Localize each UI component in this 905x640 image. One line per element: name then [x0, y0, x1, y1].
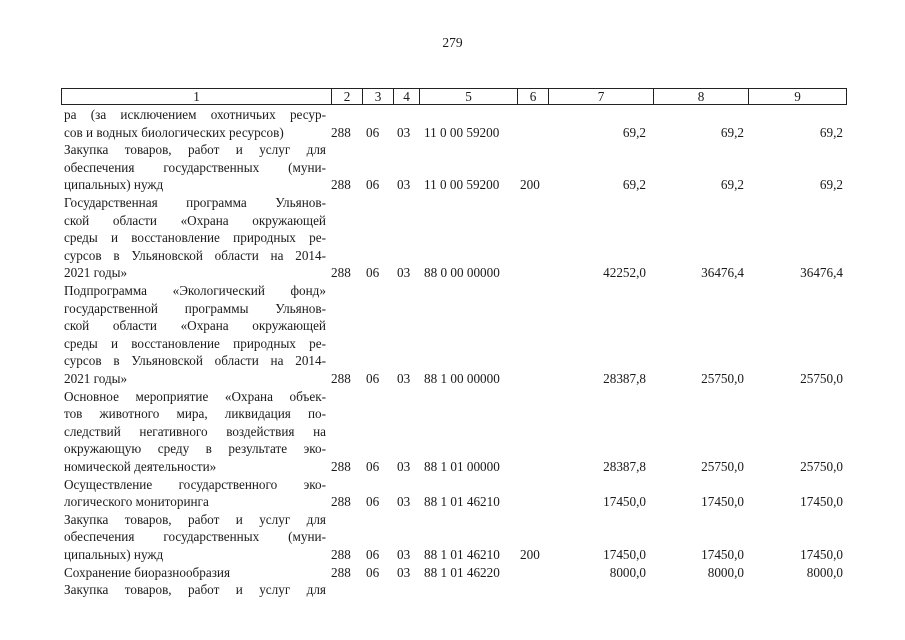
header-cell-6: 6 — [518, 89, 549, 104]
description-line: обеспечения государственных (муни- — [64, 159, 326, 175]
amount-col8-cell: 25750,0 — [701, 370, 744, 386]
amount-col9-cell: 25750,0 — [800, 458, 843, 474]
expense-type-cell: 200 — [520, 177, 540, 193]
target-article-cell: 88 1 01 46220 — [424, 564, 500, 580]
amount-col8-cell: 69,2 — [720, 124, 744, 140]
header-cell-9: 9 — [794, 89, 801, 104]
amount-col7-cell: 28387,8 — [603, 370, 646, 386]
target-article-cell: 88 0 00 00000 — [424, 265, 500, 281]
target-article-cell: 88 1 01 00000 — [424, 458, 500, 474]
header-cell-5: 5 — [420, 89, 518, 104]
description-line: сурсов в Ульяновской области на 2014- — [64, 247, 326, 263]
table-row — [0, 282, 905, 388]
admin-code-cell: 288 — [331, 458, 351, 474]
admin-code-cell: 288 — [331, 370, 351, 386]
admin-code-cell: 288 — [331, 265, 351, 281]
description-line: Основное мероприятие «Охрана объек- — [64, 388, 326, 404]
amount-col9-cell: 8000,0 — [806, 564, 843, 580]
amount-col7-cell: 17450,0 — [603, 546, 646, 562]
description-line: ра (за исключением охотничьих ресур- — [64, 107, 326, 122]
section-cell: 06 — [366, 494, 380, 510]
header-cell-1: 1 — [62, 89, 332, 104]
subsection-cell: 03 — [397, 458, 411, 474]
table-row — [0, 194, 905, 282]
description-line: сов и водных биологических ресурсов) — [64, 124, 284, 140]
section-cell: 06 — [366, 265, 380, 281]
row-description — [64, 388, 326, 476]
amount-col7-cell: 69,2 — [622, 124, 646, 140]
subsection-cell: 03 — [397, 265, 411, 281]
section-cell: 06 — [366, 370, 380, 386]
amount-col9-cell: 17450,0 — [800, 494, 843, 510]
description-line: Государственная программа Ульянов- — [64, 194, 326, 210]
description-line: среды и восстановление природных ре- — [64, 335, 326, 351]
header-cell-4: 4 — [394, 89, 420, 104]
table-row — [0, 564, 905, 582]
amount-col9-cell: 17450,0 — [800, 546, 843, 562]
header-cell-7: 7 — [549, 89, 654, 104]
target-article-cell: 88 1 00 00000 — [424, 370, 500, 386]
description-line: ской области «Охрана окружающей — [64, 318, 326, 334]
description-line: ципальных) нужд — [64, 177, 164, 193]
subsection-cell: 03 — [397, 370, 411, 386]
description-line: следствий негативного воздействия на — [64, 423, 326, 439]
description-line: Закупка товаров, работ и услуг для — [64, 582, 326, 598]
row-description — [64, 564, 326, 582]
subsection-cell: 03 — [397, 124, 411, 140]
description-line: окружающую среду в результате эко- — [64, 441, 326, 457]
admin-code-cell: 288 — [331, 564, 351, 580]
table-body — [0, 106, 905, 599]
amount-col9-cell: 36476,4 — [800, 265, 843, 281]
description-line: Закупка товаров, работ и услуг для — [64, 142, 326, 158]
header-cell-2: 2 — [332, 89, 363, 104]
subsection-cell: 03 — [397, 494, 411, 510]
amount-col9-cell: 69,2 — [819, 124, 843, 140]
row-description — [64, 106, 326, 141]
row-description — [64, 581, 326, 599]
amount-col7-cell: 8000,0 — [609, 564, 646, 580]
expense-type-cell: 200 — [520, 546, 540, 562]
description-line: Подпрограмма «Экологический фонд» — [64, 282, 326, 298]
description-line: обеспечения государственных (муни- — [64, 529, 326, 545]
section-cell: 06 — [366, 564, 380, 580]
admin-code-cell: 288 — [331, 177, 351, 193]
target-article-cell: 11 0 00 59200 — [424, 124, 500, 140]
description-line: 2021 годы» — [64, 265, 128, 281]
section-cell: 06 — [366, 546, 380, 562]
row-description — [64, 282, 326, 388]
table-row — [0, 511, 905, 564]
admin-code-cell: 288 — [331, 124, 351, 140]
description-line: государственной программы Ульянов- — [64, 300, 326, 316]
admin-code-cell: 288 — [331, 494, 351, 510]
header-cell-8: 8 — [654, 89, 749, 104]
page-number: 279 — [442, 35, 463, 50]
row-description — [64, 476, 326, 511]
amount-col8-cell: 36476,4 — [701, 265, 744, 281]
description-line: тов животного мира, ликвидация по- — [64, 406, 326, 422]
table-row — [0, 106, 905, 141]
subsection-cell: 03 — [397, 564, 411, 580]
table-row — [0, 388, 905, 476]
header-cell-3: 3 — [363, 89, 394, 104]
subsection-cell: 03 — [397, 177, 411, 193]
description-line: логического мониторинга — [64, 494, 209, 510]
table-header-row — [61, 88, 847, 105]
amount-col7-cell: 42252,0 — [603, 265, 646, 281]
target-article-cell: 11 0 00 59200 — [424, 177, 500, 193]
row-description — [64, 141, 326, 194]
row-description — [64, 511, 326, 564]
amount-col7-cell: 28387,8 — [603, 458, 646, 474]
table-row — [0, 581, 905, 599]
amount-col8-cell: 69,2 — [720, 177, 744, 193]
description-line: Закупка товаров, работ и услуг для — [64, 511, 326, 527]
target-article-cell: 88 1 01 46210 — [424, 546, 500, 562]
section-cell: 06 — [366, 124, 380, 140]
target-article-cell: 88 1 01 46210 — [424, 494, 500, 510]
row-description — [64, 194, 326, 282]
description-line: среды и восстановление природных ре- — [64, 230, 326, 246]
description-line: сурсов в Ульяновской области на 2014- — [64, 353, 326, 369]
description-line: ципальных) нужд — [64, 546, 164, 562]
table-row — [0, 141, 905, 194]
amount-col8-cell: 17450,0 — [701, 494, 744, 510]
amount-col9-cell: 69,2 — [819, 177, 843, 193]
description-line: Сохранение биоразнообразия — [64, 564, 231, 580]
description-line: 2021 годы» — [64, 370, 128, 386]
table-row — [0, 476, 905, 511]
section-cell: 06 — [366, 177, 380, 193]
description-line: ской области «Охрана окружающей — [64, 212, 326, 228]
amount-col9-cell: 25750,0 — [800, 370, 843, 386]
amount-col7-cell: 69,2 — [622, 177, 646, 193]
amount-col8-cell: 17450,0 — [701, 546, 744, 562]
admin-code-cell: 288 — [331, 546, 351, 562]
description-line: номической деятельности» — [64, 458, 217, 474]
section-cell: 06 — [366, 458, 380, 474]
amount-col8-cell: 25750,0 — [701, 458, 744, 474]
amount-col8-cell: 8000,0 — [707, 564, 744, 580]
amount-col7-cell: 17450,0 — [603, 494, 646, 510]
subsection-cell: 03 — [397, 546, 411, 562]
description-line: Осуществление государственного эко- — [64, 476, 326, 492]
